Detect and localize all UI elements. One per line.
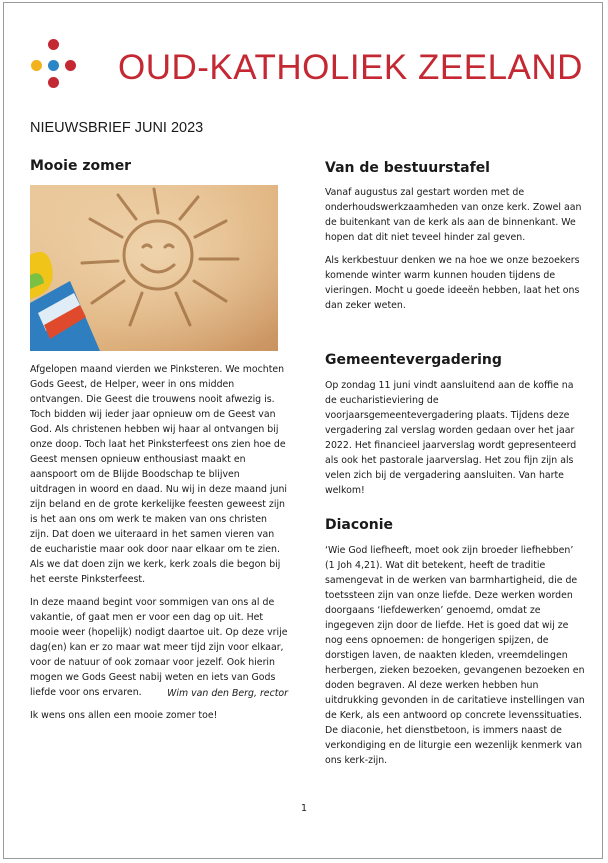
brand-title: OUD-KATHOLIEK ZEELAND xyxy=(118,48,583,87)
logo-dot-right xyxy=(65,60,76,71)
sun-in-sand-illustration xyxy=(30,185,278,351)
logo-dot-center xyxy=(48,60,59,71)
logo-icon xyxy=(30,39,78,87)
gemeentevergadering-text xyxy=(325,378,585,506)
section-title-diaconie: Diaconie xyxy=(325,517,394,533)
logo-dot-top xyxy=(48,39,59,50)
paragraph: ‘Wie God liefheeft, moet ook zijn broeder liefhebben’ (1 Joh 4,21). Wat dit betekent, heeft de traditie samengevat in de werken van barmhartigheid, die de toetssteen zijn van onze liefde. Deze werken worden doorgaans ‘liefdewerken’ genoemd, omdat ze ingegeven zijn door de liefde. Het is goed dat wij ze nog eens opnoemen: de hongerigen spijzen, de dorstigen laven, de naakten kleden, vreemdelingen herbergen, zieken bezoeken, gevangenen bezoeken en doden begraven. Al deze werken hebben hun uitdrukking gevonden in de caritatieve instellingen van de Kerk, als een antwoord op concrete levenssituaties. De diaconie, het dienstbetoon, is immers naast de verkondiging en de liturgie een wezenlijk kenmerk van ons kerk-zijn. xyxy=(325,545,585,766)
section-title-mooie-zomer: Mooie zomer xyxy=(30,158,132,174)
paragraph: Vanaf augustus zal gestart worden met de onderhoudswerkzaamheden van onze kerk. Zowel aan de buitenkant van de kerk als aan de binnenkant. We hopen dat dit niet teveel hinder zal geven. xyxy=(325,187,582,243)
newsletter-issue: NIEUWSBRIEF JUNI 2023 xyxy=(30,120,204,136)
paragraph: In deze maand begint voor sommigen van ons al de vakantie, of gaat men er voor een dag op uit. Het mooie weer (hopelijk) nodigt daartoe uit. Op deze vrije dag(en) kan er zo maar wat meer tijd zijn voor elkaar, voor de natuur of ook zomaar voor jezelf. Ook hierin mogen we Gods Geest nabij weten en iets van Gods liefde voor ons ervaren. xyxy=(30,597,288,698)
paragraph: Afgelopen maand vierden we Pinksteren. We mochten Gods Geest, de Helper, weer in ons midden ontvangen. Die Geest die trouwens nooit afwezig is. Toch bidden wij ieder jaar opnieuw om de Geest van God. Als christenen hebben wij haar al ontvangen bij onze doop. Toch laat het Pinksterfeest ons zien hoe de Geest mensen opnieuw enthousiast maakt en aanspoort om de Blijde Boodschap te blijven uitdragen in woord en daad. Nu wij in deze maand juni zijn beland en de grote kerkelijke feesten geweest zijn is het aan ons om werk te maken van ons christen zijn. Dat doen we uiteraard in het samen vieren van de eucharistie maar ook door naar elkaar om te zien. Als we dat doen zijn we kerk, kerk zoals die begon bij het eerste Pinksterfeest. xyxy=(30,364,288,585)
signature: Wim van den Berg, rector xyxy=(167,688,288,699)
paragraph: Op zondag 11 juni vindt aansluitend aan de koffie na de eucharistieviering de voorjaarsgemeentevergadering plaats. Tijdens deze vergadering zal verslag worden gedaan over het jaar 2022. Het financieel jaarverslag wordt gepresenteerd als ook het pastorale jaarverslag. Het zou fijn zijn als velen zich bij de vergadering aansluiten. Van harte welkom! xyxy=(325,380,577,496)
diaconie-text xyxy=(325,543,585,776)
paragraph: Als kerkbestuur denken we na hoe we onze bezoekers komende winter warm kunnen houden tijdens de vieringen. Mocht u goede ideeën hebben, laat het ons dan zeker weten. xyxy=(325,255,580,311)
logo-dot-left xyxy=(31,60,42,71)
section-title-gemeentevergadering: Gemeentevergadering xyxy=(325,352,502,368)
bestuurstafel-text xyxy=(325,185,585,321)
sun-in-sand-photo xyxy=(30,185,278,351)
logo-dot-bottom xyxy=(48,77,59,88)
mooie-zomer-text xyxy=(30,362,288,731)
section-title-bestuurstafel: Van de bestuurstafel xyxy=(325,160,490,176)
paragraph: Ik wens ons allen een mooie zomer toe! xyxy=(30,710,218,721)
page-number: 1 xyxy=(300,803,308,814)
